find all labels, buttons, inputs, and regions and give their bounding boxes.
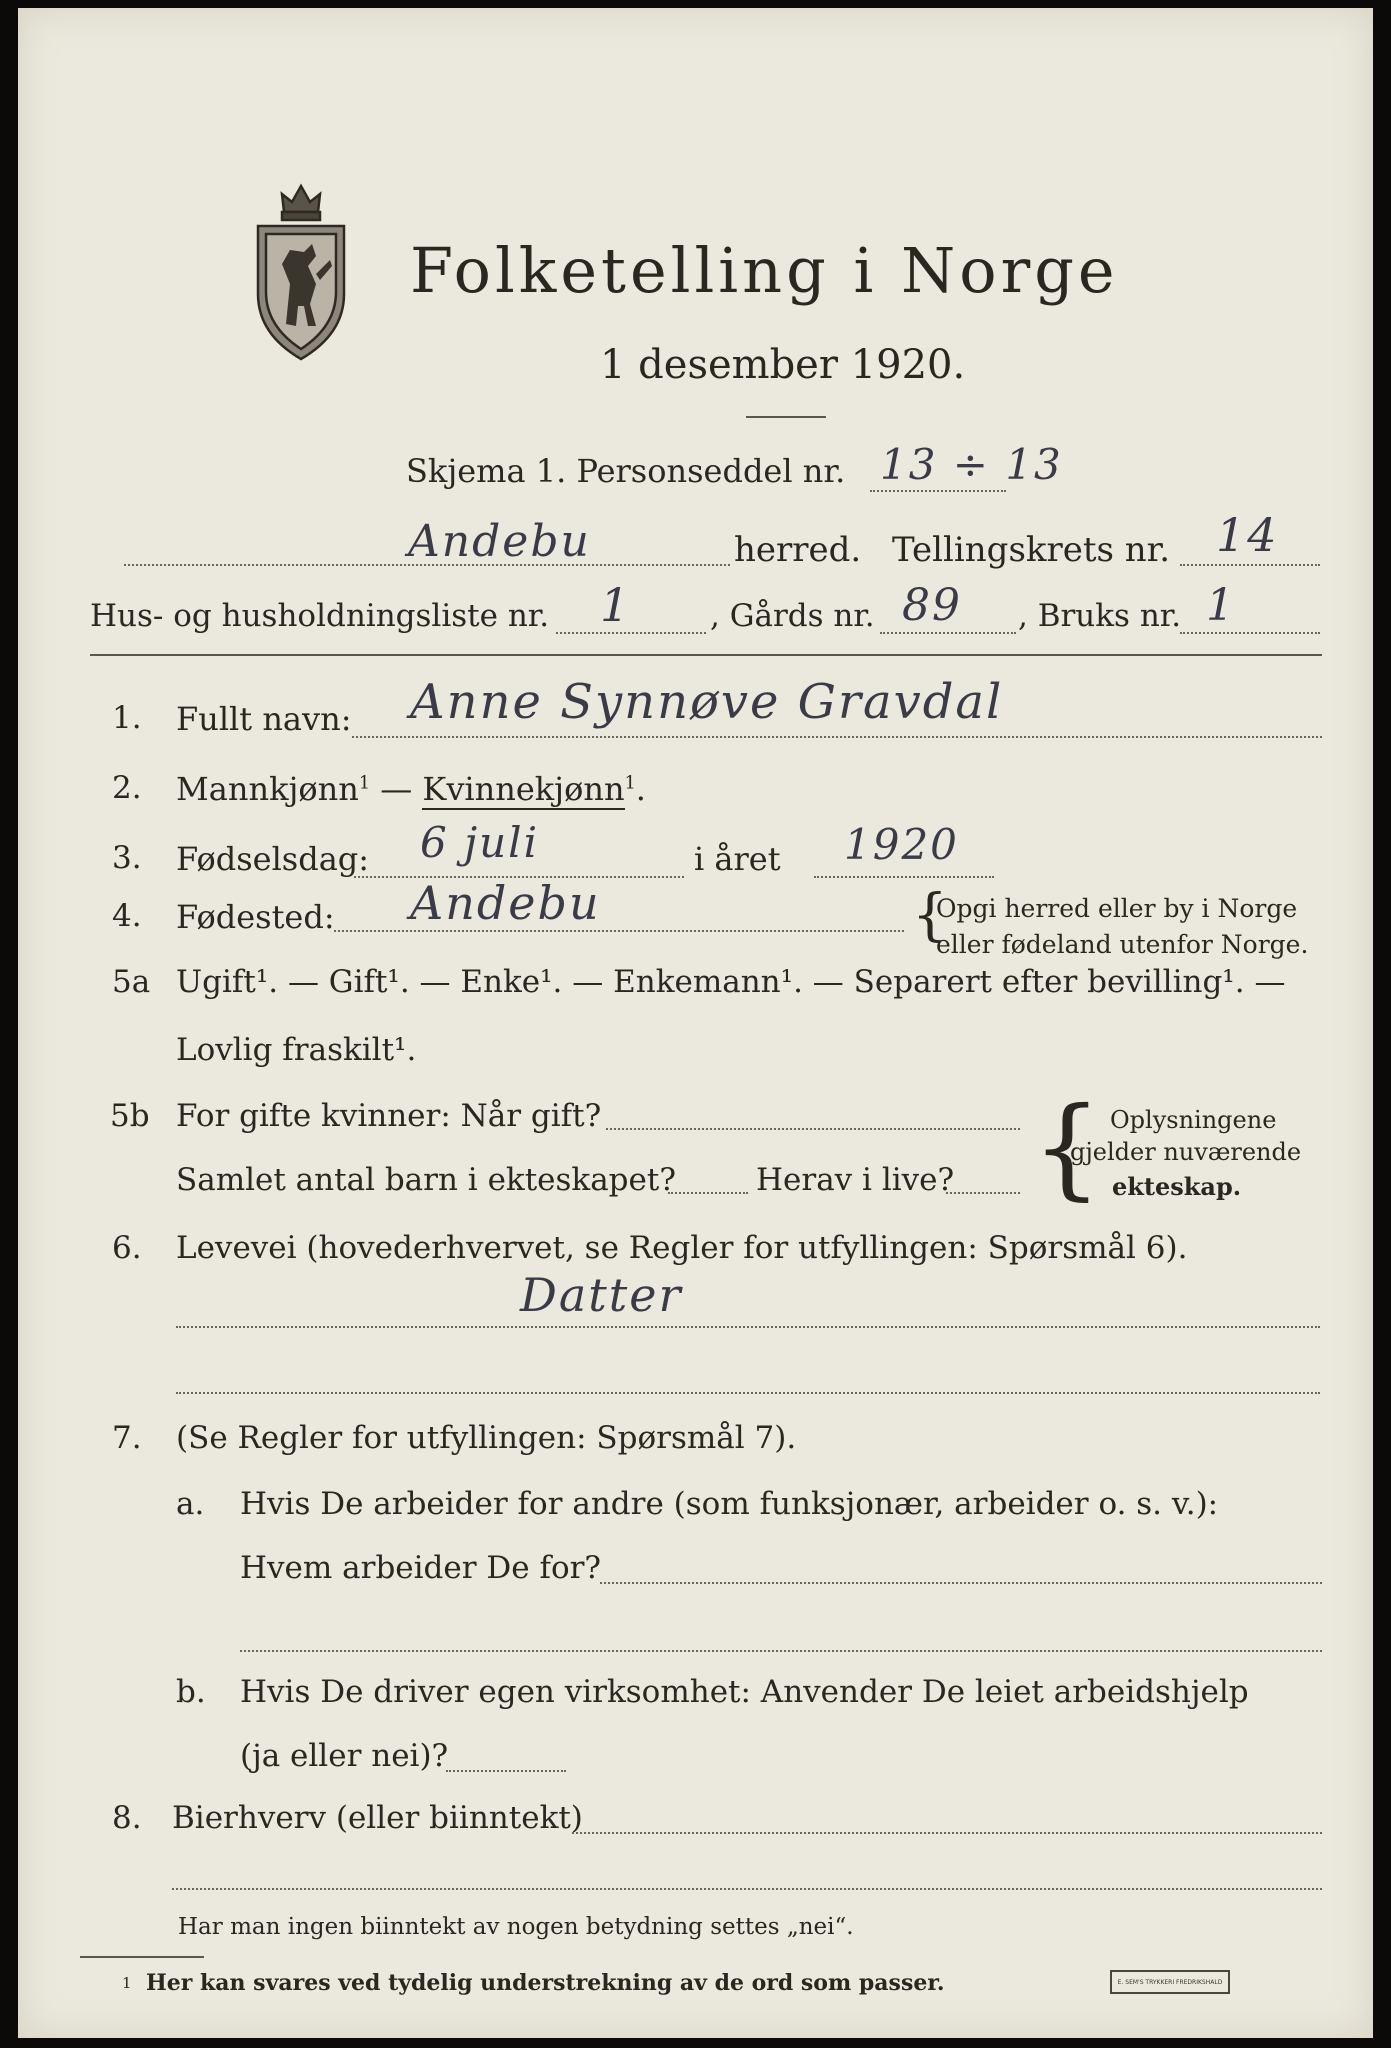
census-date: 1 desember 1920.	[600, 342, 966, 388]
personseddel-field[interactable]	[870, 490, 1006, 492]
coat-of-arms-icon	[246, 174, 356, 364]
birthplace-field[interactable]	[334, 930, 904, 932]
footnote-text: Her kan svares ved tydelig understrekning av de ord som passer.	[146, 1970, 945, 1996]
q6-label: Levevei (hovederhvervet, se Regler for utfyllingen: Spørsmål 6).	[176, 1230, 1188, 1266]
footnote-divider	[80, 1956, 204, 1958]
bruks-field[interactable]	[1180, 632, 1320, 634]
census-form-sheet	[18, 8, 1373, 2038]
q8-number: 8.	[112, 1800, 142, 1836]
side-income-note: Har man ingen biinntekt av nogen betydning settes „nei“.	[178, 1914, 854, 1940]
q5a-number: 5a	[112, 964, 151, 1000]
personseddel-value: 13 ÷ 13	[880, 440, 1063, 489]
gender-male-option[interactable]: Mannkjønn	[176, 770, 359, 808]
birthplace-note-brace: {	[912, 883, 948, 948]
q7b-letter: b.	[176, 1674, 206, 1710]
children-alive-label: Herav i live?	[756, 1162, 955, 1198]
occupation-line-2[interactable]	[176, 1392, 1320, 1394]
q7b-question: (ja eller nei)?	[240, 1738, 449, 1774]
birthplace-note-line2: eller fødeland utenfor Norge.	[936, 930, 1309, 959]
gards-value: 89	[902, 580, 962, 631]
header-divider	[90, 654, 1322, 656]
q1-label: Fullt navn:	[176, 700, 352, 738]
skjema-label: Skjema 1. Personseddel nr.	[406, 452, 846, 490]
birth-year-label: i året	[694, 840, 781, 878]
q3-label: Fødselsdag:	[176, 840, 370, 878]
birthplace-note-line1: Opgi herred eller by i Norge	[936, 894, 1298, 923]
form-title: Folketelling i Norge	[410, 234, 1119, 307]
footnote-mark: 1	[358, 773, 371, 794]
q4-label: Fødested:	[176, 898, 335, 936]
married-when-field[interactable]	[606, 1128, 1020, 1130]
q7-label: (Se Regler for utfyllingen: Spørsmål 7).	[176, 1420, 797, 1456]
husholdningsliste-label: Hus- og husholdningsliste nr.	[90, 598, 550, 634]
husholdningsliste-field[interactable]	[556, 632, 706, 634]
q2-number: 2.	[112, 770, 142, 806]
q7a-question: Hvem arbeider De for?	[240, 1550, 602, 1586]
children-count-label: Samlet antal barn i ekteskapet?	[176, 1162, 676, 1198]
side-income-field-line-2[interactable]	[172, 1888, 1322, 1890]
marriage-note-line3: ekteskap.	[1112, 1172, 1242, 1201]
q2-gender-options	[176, 770, 646, 808]
gender-end: .	[635, 770, 646, 808]
printer-mark-text: E. SEM'S TRYKKERI FREDRIKSHALD	[1117, 1978, 1223, 1986]
gards-field[interactable]	[880, 632, 1016, 634]
q1-number: 1.	[112, 700, 142, 736]
gards-label: , Gårds nr.	[710, 598, 875, 634]
footnote-mark: 1	[122, 1974, 132, 1992]
full-name-value: Anne Synnøve Gravdal	[410, 674, 1004, 730]
marriage-note-brace: {	[1032, 1083, 1102, 1211]
tellingskrets-field[interactable]	[1180, 564, 1320, 566]
employer-field-line-2[interactable]	[240, 1650, 1322, 1652]
tellingskrets-label: Tellingskrets nr.	[892, 530, 1171, 570]
marriage-note-line1: Oplysningene	[1110, 1106, 1277, 1134]
q7-number: 7.	[112, 1420, 142, 1456]
married-when-label: For gifte kvinner: Når gift?	[176, 1098, 602, 1134]
children-alive-field[interactable]	[946, 1192, 1020, 1194]
q4-number: 4.	[112, 898, 142, 934]
husholdningsliste-value: 1	[600, 578, 632, 632]
q6-number: 6.	[112, 1230, 142, 1266]
children-count-field[interactable]	[668, 1192, 748, 1194]
printer-mark	[1110, 1970, 1230, 1994]
birthday-value: 6 juli	[420, 818, 540, 867]
title-divider	[746, 416, 826, 418]
q7a-text: Hvis De arbeider for andre (som funksjonær, arbeider o. s. v.):	[240, 1486, 1219, 1522]
q7b-text: Hvis De driver egen virksomhet: Anvender De leiet arbeidshjelp	[240, 1674, 1249, 1710]
marriage-note-line2: gjelder nuværende	[1070, 1138, 1302, 1166]
birthplace-value: Andebu	[410, 876, 601, 930]
occupation-value: Datter	[520, 1268, 683, 1322]
tellingskrets-value: 14	[1216, 508, 1279, 562]
marital-status-divorced[interactable]: Lovlig fraskilt¹.	[176, 1032, 417, 1068]
bruks-label: , Bruks nr.	[1018, 598, 1182, 634]
gender-separator: —	[370, 770, 423, 808]
herred-label: herred.	[734, 530, 862, 570]
q5b-number: 5b	[110, 1098, 150, 1134]
bruks-value: 1	[1206, 580, 1236, 631]
q7a-letter: a.	[176, 1486, 205, 1522]
birth-year-field[interactable]	[814, 876, 994, 878]
birth-year-value: 1920	[844, 820, 959, 869]
footnote-mark: 1	[624, 773, 636, 794]
employer-field[interactable]	[600, 1582, 1322, 1584]
occupation-line-1[interactable]	[176, 1326, 1320, 1328]
side-income-field[interactable]	[572, 1832, 1322, 1834]
full-name-field[interactable]	[352, 736, 1322, 738]
q3-number: 3.	[112, 840, 142, 876]
gender-female-option[interactable]: Kvinnekjønn	[422, 770, 625, 808]
marital-status-options[interactable]: Ugift¹. — Gift¹. — Enke¹. — Enkemann¹. — Separert efter bevilling¹. —	[176, 964, 1286, 1000]
herred-value: Andebu	[408, 516, 591, 567]
q8-label: Bierhverv (eller biinntekt)	[172, 1800, 583, 1836]
hired-help-field[interactable]	[446, 1770, 566, 1772]
